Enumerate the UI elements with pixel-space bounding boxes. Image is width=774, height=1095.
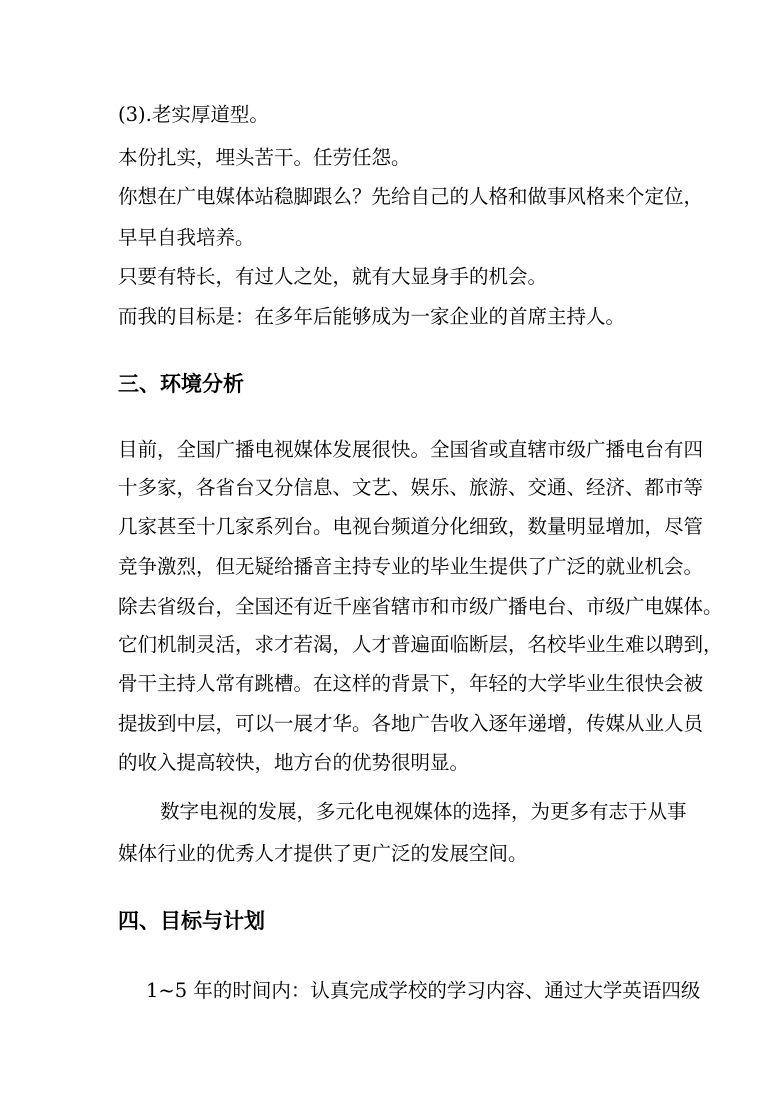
environment-para1-line-9: 的收入提高较快，地方台的优势很明显。: [118, 751, 470, 774]
environment-para1-line-1: 目前，全国广播电视媒体发展很快。全国省或直辖市级广播电台有四: [118, 438, 704, 461]
environment-para2-line-2: 媒体行业的优秀人才提供了更广泛的发展空间。: [118, 842, 528, 865]
environment-para1-line-6: 它们机制灵活，求才若渴，人才普遍面临断层，名校毕业生难以聘到，: [118, 633, 723, 656]
intro-line-3: 你想在广电媒体站稳脚跟么？先给自己的人格和做事风格来个定位，: [118, 185, 704, 208]
goals-para1-line-1: 1~5 年的时间内：认真完成学校的学习内容、通过大学英语四级: [146, 979, 701, 1002]
intro-line-4: 早早自我培养。: [118, 226, 255, 249]
section-heading-goals: 四、目标与计划: [118, 909, 265, 933]
section-heading-environment: 三、环境分析: [118, 372, 244, 396]
environment-para2-line-1: 数字电视的发展，多元化电视媒体的选择，为更多有志于从事: [160, 800, 687, 823]
intro-line-5: 只要有特长，有过人之处，就有大显身手的机会。: [118, 265, 548, 288]
environment-para1-line-4: 竞争激烈，但无疑给播音主持专业的毕业生提供了广泛的就业机会。: [118, 555, 704, 578]
environment-para1-line-2: 十多家，各省台又分信息、文艺、娱乐、旅游、交通、经济、都市等: [118, 476, 704, 499]
environment-para1-line-8: 提拔到中层，可以一展才华。各地广告收入逐年递增，传媒从业人员: [118, 712, 704, 735]
environment-para1-line-3: 几家甚至十几家系列台。电视台频道分化细致，数量明显增加，尽管: [118, 515, 704, 538]
environment-para1-line-5: 除去省级台，全国还有近千座省辖市和市级广播电台、市级广电媒体。: [118, 595, 723, 618]
intro-line-6: 而我的目标是：在多年后能够成为一家企业的首席主持人。: [118, 305, 626, 328]
intro-line-2: 本份扎实，埋头苦干。任劳任怨。: [118, 146, 411, 169]
environment-para1-line-7: 骨干主持人常有跳槽。在这样的背景下，年轻的大学毕业生很快会被: [118, 672, 704, 695]
intro-line-1: (3).老实厚道型。: [118, 103, 269, 126]
